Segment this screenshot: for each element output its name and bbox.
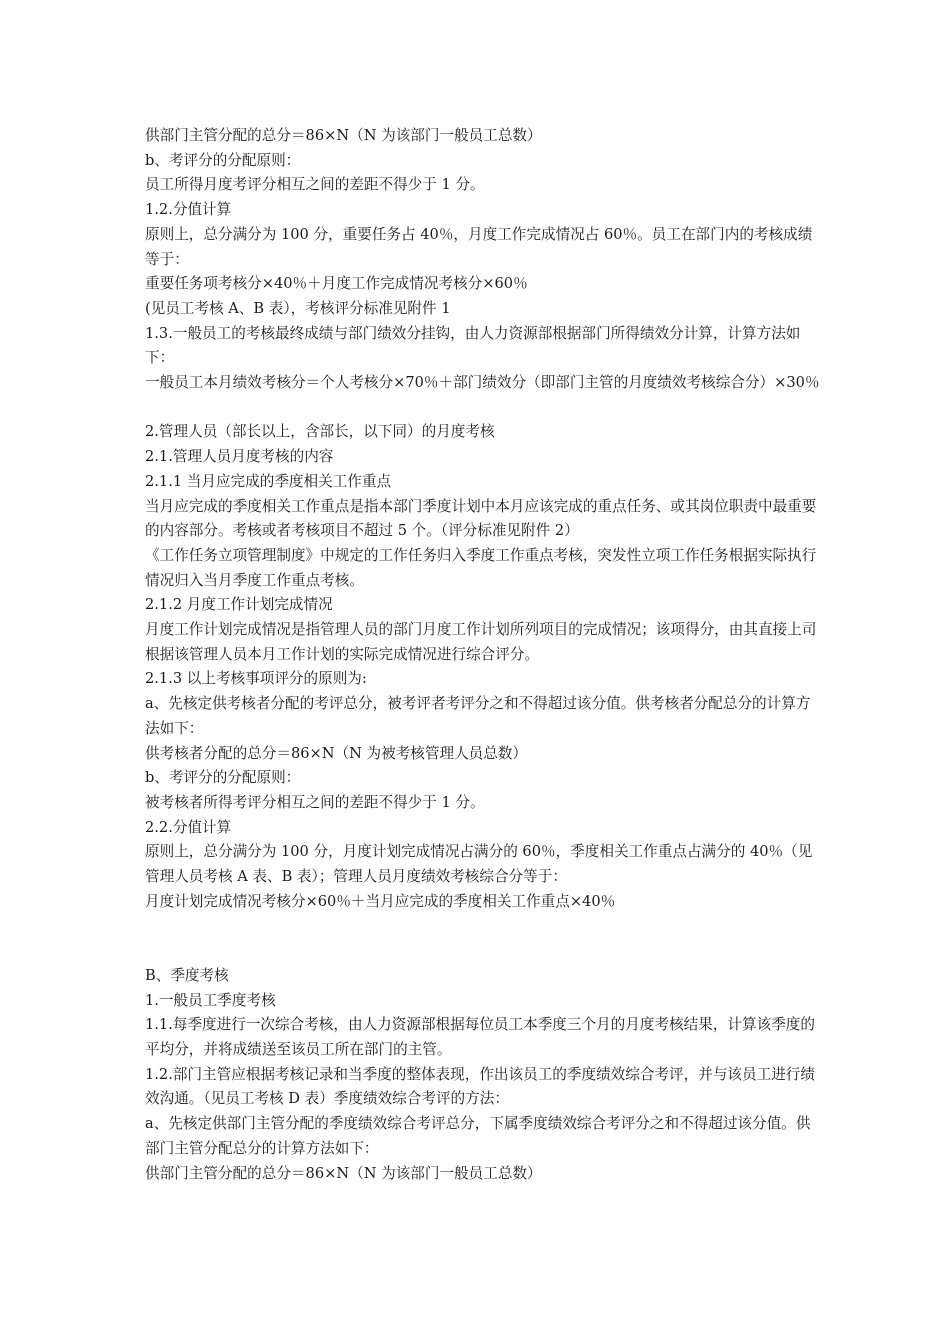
formula: 供考核者分配的总分＝86×N（N 为被考核管理人员总数）: [145, 744, 528, 762]
paragraph: 月度工作计划完成情况是指管理人员的部门月度工作计划所列项目的完成情况；该项得分，由其直接上司根据该管理人员本月工作计划的实际完成情况进行综合评分。: [145, 621, 817, 663]
paragraph: 当月应完成的季度相关工作重点是指本部门季度计划中本月应该完成的重点任务、或其岗位职责中最重要的内容部分。考核或者考核项目不超过 5 个。（评分标准见附件 2）: [145, 497, 817, 540]
formula: 月度计划完成情况考核分×60％＋当月应完成的季度相关工作重点×40％: [145, 892, 616, 910]
paragraph: 1.1.每季度进行一次综合考核，由人力资源部根据每位员工本季度三个月的月度考核结果，计算该季度的平均分，并将成绩送至该员工所在部门的主管。: [145, 1016, 815, 1058]
paragraph: 员工所得月度考评分相互之间的差距不得少于 1 分。: [145, 176, 485, 194]
paragraph: 1.3.一般员工的考核最终成绩与部门绩效分挂钩，由人力资源部根据部门所得绩效分计算，计算方法如下：: [145, 324, 801, 367]
paragraph: 《工作任务立项管理制度》中规定的工作任务归入季度工作重点考核，突发性立项工作任务根据实际执行情况归入当月季度工作重点考核。: [145, 546, 817, 589]
formula: 供部门主管分配的总分＝86×N（N 为该部门一般员工总数）: [145, 1164, 542, 1182]
section-heading: B、季度考核: [145, 966, 229, 984]
document-body: [145, 124, 825, 1186]
paragraph: b、考评分的分配原则：: [145, 769, 301, 787]
paragraph: a、先核定供考核者分配的考评总分，被考评者考评分之和不得超过该分值。供考核者分配总分的计算方法如下：: [145, 695, 811, 737]
paragraph: 原则上，总分满分为 100 分，重要任务占 40％，月度工作完成情况占 60％。员工在部门内的考核成绩等于：: [145, 225, 813, 268]
paragraph: a、先核定供部门主管分配的季度绩效综合考评总分，下属季度绩效综合考评分之和不得超过该分值。供部门主管分配总分的计算方法如下：: [145, 1115, 811, 1157]
paragraph: (见员工考核 A、B 表），考核评分标准见附件 1: [145, 299, 451, 317]
paragraph: 1.2.部门主管应根据考核记录和当季度的整体表现，作出该员工的季度绩效综合考评，并与该员工进行绩效沟通。（见员工考核 D 表）季度绩效综合考评的方法：: [145, 1065, 815, 1108]
section-heading: 2.2.分值计算: [145, 818, 232, 836]
section-heading: 1.2.分值计算: [145, 201, 232, 219]
paragraph: b、考评分的分配原则：: [145, 151, 301, 169]
blank-line: [145, 396, 825, 421]
section-heading: 2.1.3 以上考核事项评分的原则为:: [145, 670, 367, 688]
section-heading: 2.1.2 月度工作计划完成情况: [145, 596, 333, 614]
formula: 重要任务项考核分×40％＋月度工作完成情况考核分×60％: [145, 275, 528, 293]
section-heading: 2.管理人员（部长以上，含部长，以下同）的月度考核: [145, 423, 495, 441]
blank-line: [145, 914, 825, 963]
section-heading: 2.1.1 当月应完成的季度相关工作重点: [145, 472, 392, 490]
paragraph: 供部门主管分配的总分＝86×N（N 为该部门一般员工总数）: [145, 127, 542, 144]
paragraph: 被考核者所得考评分相互之间的差距不得少于 1 分。: [145, 793, 485, 811]
formula: 一般员工本月绩效考核分＝个人考核分×70％＋部门绩效分（即部门主管的月度绩效考核综合分）×30％: [145, 374, 820, 392]
paragraph: 原则上，总分满分为 100 分，月度计划完成情况占满分的 60％，季度相关工作重点占满分的 40％（见管理人员考核 A 表、B 表）；管理人员月度绩效考核综合分等于：: [145, 843, 813, 886]
section-heading: 1.一般员工季度考核: [145, 991, 276, 1009]
section-heading: 2.1.管理人员月度考核的内容: [145, 448, 334, 466]
